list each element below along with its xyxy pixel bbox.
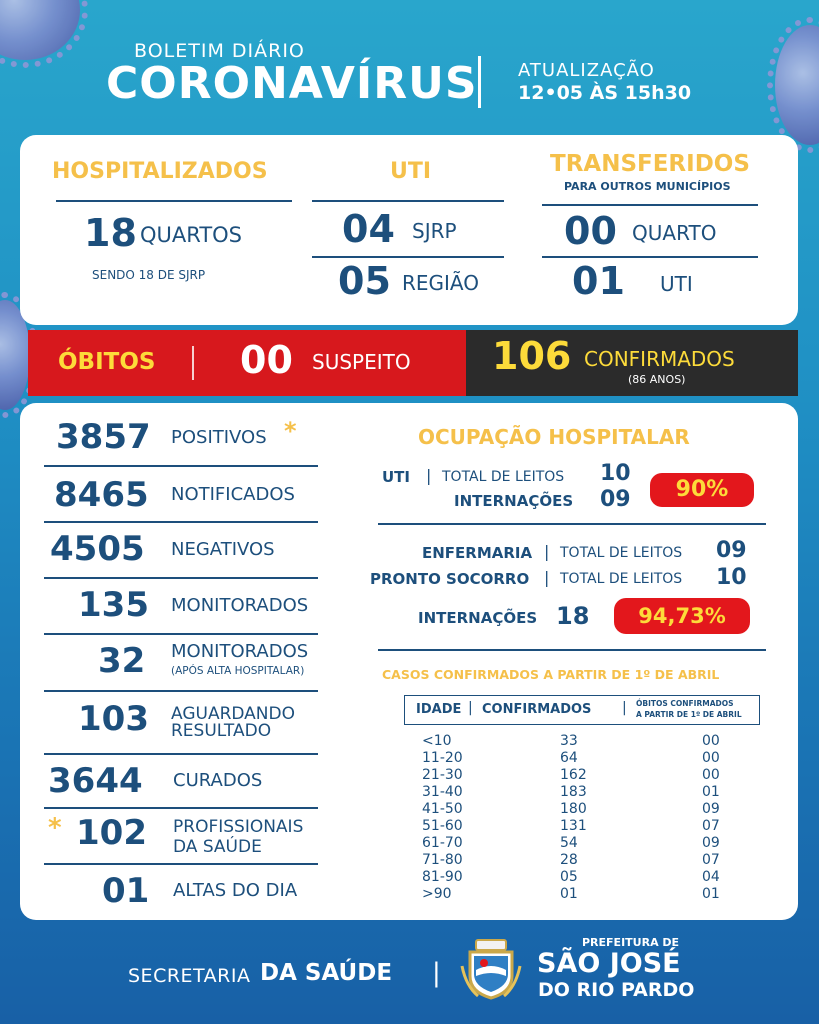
obitos-label: ÓBITOS [58, 349, 156, 375]
row-confirmados: 54 [560, 835, 578, 851]
stat-positivos-value: 3857 [56, 417, 151, 457]
row-obitos: 09 [702, 835, 720, 851]
row-idade: >90 [422, 886, 452, 902]
footer-city-line1: SÃO JOSÉ [537, 948, 681, 979]
ocupacao-pipe: | [426, 466, 432, 485]
col-confirmados: CONFIRMADOS [482, 702, 592, 717]
row-idade: 51-60 [422, 818, 463, 834]
hospital-summary-card [20, 135, 798, 325]
ocupacao-uti-internacoes-label: INTERNAÇÕES [454, 492, 574, 510]
obitos-confirmados-label: CONFIRMADOS [584, 347, 735, 371]
row-confirmados: 131 [560, 818, 587, 834]
uti-regiao-label: REGIÃO [402, 271, 480, 295]
transferidos-uti-label: UTI [660, 272, 693, 296]
footer-prefeitura: PREFEITURA DE [582, 936, 680, 949]
col-obitos-2: A PARTIR DE 1º DE ABRIL [636, 710, 742, 719]
row-idade: 31-40 [422, 784, 463, 800]
city-coat-of-arms-icon [458, 936, 524, 1002]
header-subtitle: BOLETIM DIÁRIO [134, 40, 305, 62]
ocupacao-uti-label: UTI [382, 468, 410, 486]
stat-positivos-star: * [284, 417, 297, 445]
row-idade: <10 [422, 733, 452, 749]
row-idade: 71-80 [422, 852, 463, 868]
hospitalizados-value: 18 [84, 211, 137, 255]
pronto-socorro-total-label: TOTAL DE LEITOS [560, 571, 683, 587]
stat-monitorados-value: 135 [78, 585, 149, 625]
virus-illustration-top-right [775, 25, 819, 145]
uti-title: UTI [390, 159, 432, 184]
row-idade: 81-90 [422, 869, 463, 885]
divider [44, 521, 318, 523]
divider [44, 807, 318, 809]
divider [542, 204, 758, 206]
divider [44, 863, 318, 865]
row-idade: 11-20 [422, 750, 463, 766]
stat-profissionais-star: * [48, 813, 62, 843]
ocupacao-uti-total-label: TOTAL DE LEITOS [442, 469, 565, 485]
divider [378, 649, 766, 651]
row-confirmados: 183 [560, 784, 587, 800]
casos-title: CASOS CONFIRMADOS A PARTIR DE 1º DE ABRIL [382, 667, 720, 682]
transferidos-subtitle: PARA OUTROS MUNICÍPIOS [564, 180, 731, 193]
stat-altas-label: ALTAS DO DIA [173, 880, 298, 901]
divider [44, 465, 318, 467]
footer-saude: DA SAÚDE [260, 960, 393, 986]
row-idade: 41-50 [422, 801, 463, 817]
row-confirmados: 01 [560, 886, 578, 902]
pronto-socorro-total: 10 [716, 565, 747, 590]
ocupacao-title: OCUPAÇÃO HOSPITALAR [418, 425, 690, 449]
enfermaria-label: ENFERMARIA [422, 544, 533, 562]
row-obitos: 04 [702, 869, 720, 885]
transferidos-quarto-value: 00 [564, 209, 617, 253]
divider [44, 753, 318, 755]
divider [542, 256, 758, 258]
stat-monitorados-alta-value: 32 [98, 641, 146, 681]
enfermaria-total: 09 [716, 538, 747, 563]
transferidos-uti-value: 01 [572, 259, 625, 303]
uti-sjrp-label: SJRP [412, 219, 457, 243]
enfermaria-total-label: TOTAL DE LEITOS [560, 545, 683, 561]
internacoes-label: INTERNAÇÕES [418, 609, 538, 627]
stat-profissionais-label: PROFISSIONAIS [173, 817, 304, 837]
row-obitos: 01 [702, 784, 720, 800]
stat-curados-value: 3644 [48, 761, 143, 801]
stat-positivos-label: POSITIVOS [171, 427, 267, 448]
stat-notificados-label: NOTIFICADOS [171, 484, 295, 505]
row-confirmados: 33 [560, 733, 578, 749]
row-obitos: 01 [702, 886, 720, 902]
row-confirmados: 64 [560, 750, 578, 766]
internacoes-value: 18 [556, 602, 590, 630]
row-obitos: 00 [702, 750, 720, 766]
row-obitos: 00 [702, 767, 720, 783]
hospitalizados-title: HOSPITALIZADOS [52, 159, 268, 184]
row-obitos: 00 [702, 733, 720, 749]
update-time: 12•05 ÀS 15h30 [518, 82, 692, 104]
pronto-socorro-pipe: | [544, 568, 550, 587]
divider [44, 633, 318, 635]
header-divider [478, 56, 481, 108]
stat-monitorados-alta-sub: (APÓS ALTA HOSPITALAR) [171, 665, 305, 677]
obitos-confirmados-note: (86 ANOS) [628, 373, 686, 386]
stat-notificados-value: 8465 [54, 475, 149, 515]
col-pipe-2: | [622, 700, 627, 716]
obitos-suspeito-label: SUSPEITO [312, 350, 411, 374]
uti-sjrp-value: 04 [342, 207, 395, 251]
enfermaria-pipe: | [544, 542, 550, 561]
col-obitos-1: ÓBITOS CONFIRMADOS [636, 699, 734, 708]
header-title: CORONAVÍRUS [106, 58, 478, 109]
row-obitos: 07 [702, 852, 720, 868]
virus-illustration-top-left [0, 0, 80, 60]
divider [312, 200, 504, 202]
update-label: ATUALIZAÇÃO [518, 60, 655, 81]
ocupacao-uti-internacoes: 09 [600, 487, 631, 512]
divider [312, 256, 504, 258]
divider [378, 523, 766, 525]
stat-negativos-value: 4505 [50, 529, 145, 569]
uti-occupancy-badge: 90% [650, 473, 754, 507]
footer-city-line2: DO RIO PARDO [538, 979, 695, 1001]
stat-profissionais-label2: DA SAÚDE [173, 837, 262, 857]
stat-profissionais-value: 102 [76, 813, 147, 853]
row-confirmados: 05 [560, 869, 578, 885]
row-idade: 61-70 [422, 835, 463, 851]
stat-monitorados-alta-label: MONITORADOS [171, 641, 309, 662]
divider [44, 690, 318, 692]
col-pipe-1: | [468, 700, 473, 716]
divider [56, 200, 292, 202]
obitos-divider [192, 346, 194, 380]
col-idade: IDADE [416, 702, 462, 717]
row-obitos: 07 [702, 818, 720, 834]
row-confirmados: 162 [560, 767, 587, 783]
stat-curados-label: CURADOS [173, 770, 263, 791]
row-confirmados: 180 [560, 801, 587, 817]
divider [44, 577, 318, 579]
transferidos-quarto-label: QUARTO [632, 221, 717, 245]
row-obitos: 09 [702, 801, 720, 817]
stat-aguardando-label: AGUARDANDO [171, 704, 295, 724]
stat-negativos-label: NEGATIVOS [171, 539, 275, 560]
obitos-suspeito-value: 00 [240, 338, 293, 382]
obitos-confirmados-value: 106 [492, 334, 572, 378]
stat-aguardando-value: 103 [78, 699, 149, 739]
stat-monitorados-label: MONITORADOS [171, 595, 309, 616]
ocupacao-uti-total: 10 [600, 461, 631, 486]
footer-divider: | [432, 958, 441, 988]
row-confirmados: 28 [560, 852, 578, 868]
stat-altas-value: 01 [102, 871, 150, 911]
enfermaria-occupancy-badge: 94,73% [614, 598, 750, 634]
hospitalizados-note: SENDO 18 DE SJRP [92, 268, 206, 282]
transferidos-title: TRANSFERIDOS [550, 151, 750, 177]
uti-regiao-value: 05 [338, 259, 391, 303]
stat-aguardando-label2: RESULTADO [171, 721, 272, 741]
stats-card [20, 403, 798, 920]
hospitalizados-unit: QUARTOS [140, 223, 243, 247]
footer-secretaria: SECRETARIA [128, 965, 251, 987]
row-idade: 21-30 [422, 767, 463, 783]
pronto-socorro-label: PRONTO SOCORRO [370, 570, 530, 588]
